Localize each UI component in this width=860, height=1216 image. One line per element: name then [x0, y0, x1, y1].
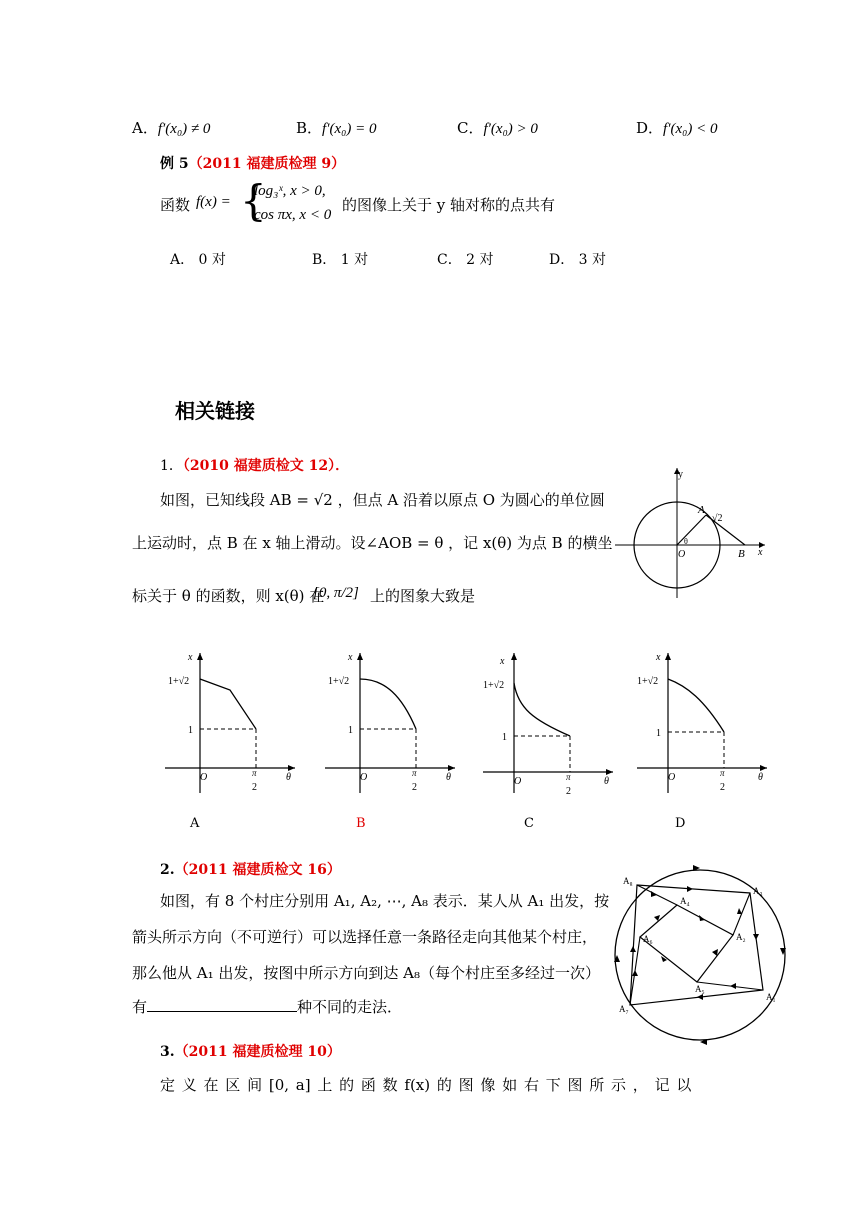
- example5-case1: log₃ˣ, x > 0,: [254, 183, 326, 199]
- graph-d: [632, 648, 772, 798]
- example-label: 例 5: [160, 156, 189, 172]
- problem-source: （2011 福建质检理 10）: [174, 1044, 341, 1060]
- graph-label-pi: π: [566, 772, 571, 782]
- problem2-line1: 如图，有 8 个村庄分别用 A₁, A₂, ⋯, A₈ 表示．某人从 A₁ 出发，按: [160, 892, 610, 910]
- graph-label-top: 1+√2: [328, 676, 350, 687]
- graph-label-one: 1: [656, 728, 661, 739]
- problem1-line2: 上运动时，点 B 在 x 轴上滑动。设∠AOB = θ ，记 x(θ) 为点 B 的横坐: [132, 534, 613, 552]
- graph-label-two: 2: [720, 782, 725, 793]
- graph-label-theta: θ: [286, 772, 291, 783]
- unit-circle-figure: [610, 463, 770, 603]
- problem1-line1: 如图，已知线段 AB = √2 ，但点 A 沿着以原点 O 为圆心的单位圆: [160, 491, 605, 509]
- problem2-line3: 那么他从 A₁ 出发，按图中所示方向到达 A₈（每个村庄至多经过一次）: [132, 964, 600, 982]
- example5-option-b: B． 1 对: [312, 252, 369, 268]
- village-figure: [605, 860, 795, 1050]
- graph-label-theta: θ: [758, 772, 763, 783]
- graph-label-pi: π: [720, 768, 725, 778]
- graph-axis-x: x: [656, 652, 661, 663]
- example5-option-c: C． 2 对: [437, 252, 494, 268]
- choice-c: C: [524, 816, 534, 831]
- problem-source: （2011 福建质检文 16）: [174, 862, 341, 878]
- fig-label-theta: θ: [684, 537, 688, 546]
- section-title: 相关链接: [175, 399, 255, 423]
- graph-label-top: 1+√2: [483, 680, 505, 691]
- option-expression: f′(x₀) > 0: [483, 121, 538, 137]
- graph-label-top: 1+√2: [168, 676, 190, 687]
- problem-number: 3.: [160, 1044, 175, 1060]
- graph-label-theta: θ: [604, 776, 609, 787]
- problem1-interval: [0, π/2]: [313, 585, 359, 601]
- graph-label-o: O: [360, 772, 368, 783]
- graph-b: [320, 648, 460, 798]
- problem3-heading: [160, 1041, 341, 1061]
- option-letter: B．: [296, 119, 323, 137]
- option-letter: C．: [457, 119, 484, 137]
- problem2-line4b: 种不同的走法．: [297, 998, 403, 1016]
- fig-label-x: x: [758, 547, 763, 558]
- graph-label-pi: π: [252, 768, 257, 778]
- fig-label-y: y: [678, 469, 683, 480]
- option-a: [132, 117, 210, 138]
- option-expression: f′(x₀) < 0: [663, 121, 718, 137]
- problem-number: 2.: [160, 862, 175, 878]
- graph-label-o: O: [514, 776, 522, 787]
- node-a1: A₁: [766, 992, 776, 1002]
- example5-fx: f(x) =: [196, 194, 231, 210]
- choice-d: D: [675, 816, 686, 831]
- graph-label-o: O: [200, 772, 208, 783]
- graph-label-two: 2: [252, 782, 257, 793]
- fig-label-b: B: [738, 548, 745, 560]
- graph-label-one: 1: [188, 725, 193, 736]
- fig-label-a: A: [698, 504, 705, 516]
- problem3-line1: 定 义 在 区 间 [0, a] 上 的 函 数 f(x) 的 图 像 如 右 下 图 所 示 ， 记 以: [160, 1076, 692, 1094]
- problem1-line3a: 标关于 θ 的函数，则 x(θ) 在: [132, 587, 325, 605]
- fig-label-o: O: [678, 549, 686, 560]
- problem1-heading: [160, 455, 349, 475]
- problem-number: 1．: [160, 458, 183, 474]
- brace-symbol: {: [240, 176, 267, 225]
- graph-label-one: 1: [502, 732, 507, 743]
- node-a2: A₂: [736, 932, 746, 942]
- node-a7: A₇: [619, 1004, 629, 1014]
- graph-label-pi: π: [412, 768, 417, 778]
- node-a3: A₃: [753, 886, 763, 896]
- option-expression: f′(x₀) ≠ 0: [157, 121, 211, 137]
- choice-a: A: [190, 816, 200, 831]
- graph-c: [478, 648, 618, 798]
- example5-heading: [160, 153, 345, 173]
- graph-label-theta: θ: [446, 772, 451, 783]
- problem2-line4a: 有: [132, 998, 148, 1016]
- graph-label-o: O: [668, 772, 676, 783]
- node-a4: A₄: [680, 896, 690, 906]
- problem-source: （2010 福建质检文 12）．: [182, 458, 350, 474]
- option-d: [636, 117, 717, 138]
- graph-label-top: 1+√2: [637, 676, 659, 687]
- problem2-line4: [132, 996, 402, 1017]
- option-b: [296, 117, 376, 138]
- node-a6: A₆: [643, 934, 653, 944]
- example5-case2: cos πx, x < 0: [254, 207, 332, 223]
- graph-label-two: 2: [566, 786, 571, 797]
- graph-axis-x: x: [188, 652, 193, 663]
- node-a5: A₅: [695, 984, 705, 994]
- option-letter: A．: [132, 119, 158, 137]
- graph-a: [160, 648, 300, 798]
- example5-suffix: 的图像上关于 y 轴对称的点共有: [342, 196, 556, 214]
- answer-blank: [147, 997, 297, 1012]
- problem2-heading: [160, 859, 341, 879]
- option-c: [457, 117, 538, 138]
- fig-label-root2: √2: [712, 513, 723, 524]
- graph-axis-x: x: [500, 656, 505, 667]
- node-a8: A₈: [623, 876, 633, 886]
- problem2-line2: 箭头所示方向（不可逆行）可以选择任意一条路径走向其他某个村庄，: [132, 928, 598, 946]
- graph-label-one: 1: [348, 725, 353, 736]
- example5-option-a: A． 0 对: [170, 252, 226, 268]
- option-expression: f′(x₀) = 0: [322, 121, 377, 137]
- example5-prefix: 函数: [160, 196, 191, 214]
- example5-option-d: D． 3 对: [549, 252, 607, 268]
- option-letter: D．: [636, 119, 664, 137]
- graph-axis-x: x: [348, 652, 353, 663]
- problem1-line3b: 上的图象大致是: [370, 587, 476, 605]
- example-source: （2011 福建质检理 9）: [188, 156, 346, 172]
- choice-b-answer: B: [356, 816, 366, 831]
- graph-label-two: 2: [412, 782, 417, 793]
